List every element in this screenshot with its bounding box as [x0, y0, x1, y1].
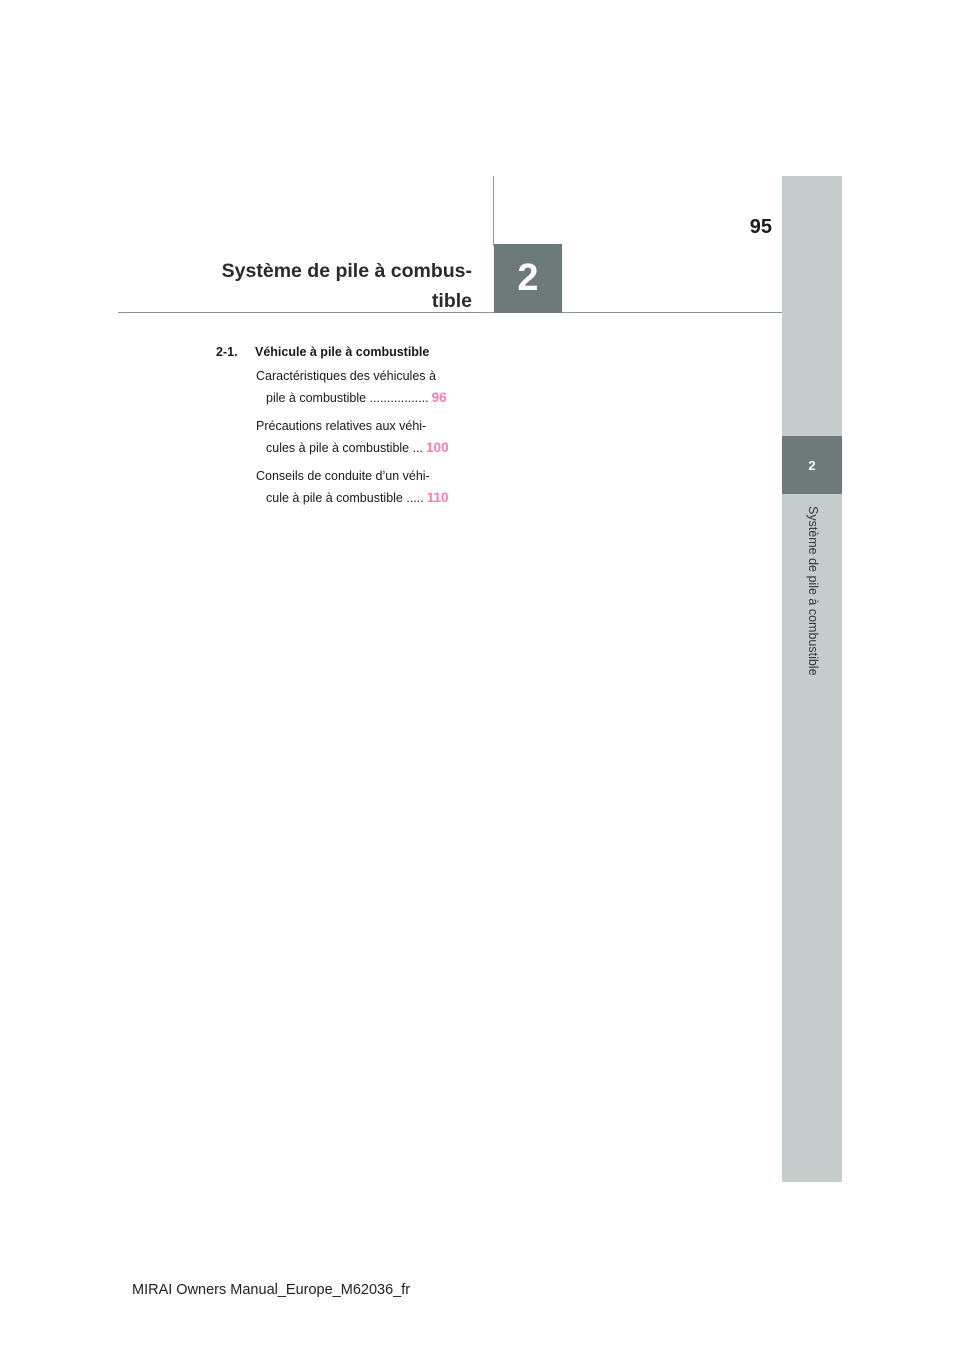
toc-entry-title-continued: pile à combustible	[266, 391, 367, 405]
toc-section-heading	[216, 345, 476, 359]
toc-entry-page-link[interactable]: 96	[431, 390, 447, 405]
toc-section-number: 2-1.	[216, 345, 238, 359]
chapter-title-line2: tible	[431, 290, 472, 312]
toc-entry[interactable]	[256, 466, 476, 509]
toc-entry-page-link[interactable]: 100	[426, 440, 449, 455]
toc-entry-title-line1: Conseils de conduite d’un véhi-	[256, 469, 430, 483]
chapter-title-line1: Système de pile à combus-	[221, 260, 472, 282]
vertical-divider	[493, 176, 494, 246]
table-of-contents	[216, 345, 476, 509]
toc-entry-title-line2	[256, 387, 476, 409]
side-chapter-title: Système de pile à combustible	[806, 506, 820, 676]
toc-entry-title-continued: cules à pile à combustible	[266, 441, 410, 455]
toc-section-title: Véhicule à pile à combustible	[255, 345, 430, 359]
toc-entry-title-line2	[256, 487, 476, 509]
page-number: 95	[749, 216, 772, 238]
toc-entry-leader: .....	[402, 491, 424, 505]
toc-entry[interactable]	[256, 366, 476, 409]
toc-entry-page-link[interactable]: 110	[426, 490, 449, 505]
toc-entry-leader: .................	[366, 391, 429, 405]
chapter-title	[170, 256, 472, 316]
toc-entry-title-line1: Précautions relatives aux véhi-	[256, 419, 427, 433]
side-chapter-tab[interactable]: 2	[782, 436, 842, 494]
chapter-number-box: 2	[494, 244, 562, 313]
toc-entry-title-line2	[256, 437, 476, 459]
toc-entry[interactable]	[256, 416, 476, 459]
document-footer: MIRAI Owners Manual_Europe_M62036_fr	[132, 1282, 411, 1298]
toc-entry-title-line1: Caractéristiques des véhicules à	[256, 369, 436, 383]
toc-entry-leader: ...	[409, 441, 424, 455]
toc-entry-title-continued: cule à pile à combustible	[266, 491, 403, 505]
